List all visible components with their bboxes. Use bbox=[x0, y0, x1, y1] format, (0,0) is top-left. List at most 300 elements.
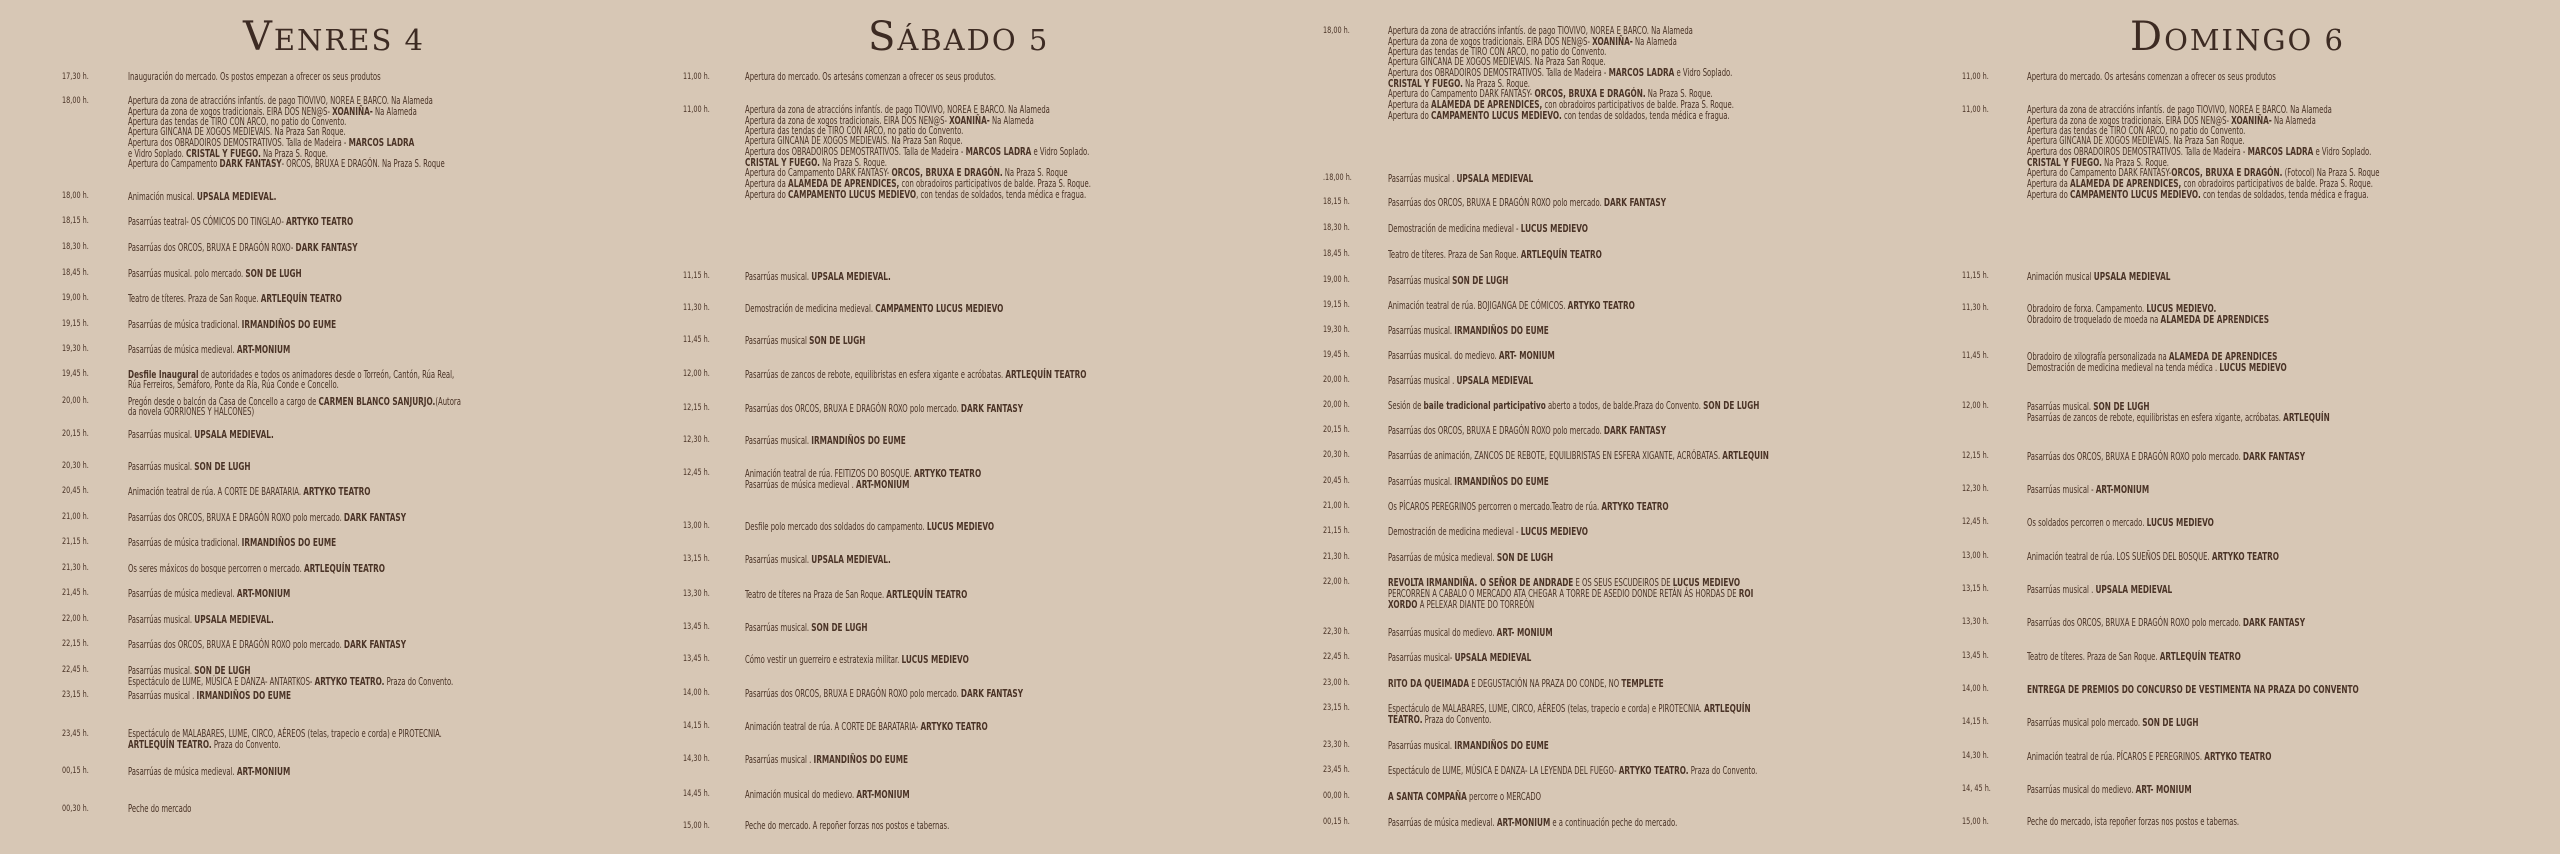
entry-description bbox=[128, 462, 251, 473]
entry-time: 18,30 h. bbox=[1323, 223, 1350, 233]
description-text: Espectáculo de MALABARES, LUME, CIRCO, AÉREOS (telas, trapecio e corda) e PIROTECNIA. bbox=[1388, 703, 1705, 715]
performer-name: UPSALA MEDIEVAL. bbox=[196, 190, 277, 203]
entry-time: 17,30 h. bbox=[62, 72, 89, 82]
entry-description bbox=[1388, 502, 1669, 513]
description-line bbox=[745, 790, 910, 801]
performer-name: LUCUS MEDIEVO bbox=[901, 653, 969, 666]
performer-name: ARTYKO TEATRO bbox=[303, 485, 371, 498]
entry-time: 12,00 h. bbox=[1962, 401, 1989, 411]
entry-description bbox=[2027, 685, 2359, 696]
entry-description bbox=[2027, 818, 2239, 828]
description-line bbox=[2027, 718, 2198, 729]
description-line bbox=[128, 805, 191, 815]
description-line bbox=[745, 190, 1091, 201]
entry-description bbox=[1388, 224, 1588, 235]
performer-name: ARTLEQUÍN TEATRO bbox=[1005, 368, 1087, 381]
description-line bbox=[2027, 272, 2170, 283]
description-line bbox=[745, 555, 891, 566]
description-text: Pasarrúas musical . bbox=[1388, 173, 1457, 185]
entry-time: 12,30 h. bbox=[683, 435, 710, 445]
entry-description bbox=[2027, 585, 2172, 596]
performer-name: UPSALA MEDIEVAL bbox=[1456, 374, 1534, 387]
entry-time: 00,30 h. bbox=[62, 804, 89, 814]
description-line bbox=[2027, 785, 2192, 796]
performer-name: CRISTAL Y FUEGO. bbox=[2027, 155, 2102, 169]
performer-name: ARTYKO TEATRO bbox=[2204, 750, 2272, 763]
description-line bbox=[745, 755, 908, 766]
performer-name: DARK FANTASY bbox=[960, 402, 1024, 415]
entry-description bbox=[745, 304, 1003, 315]
description-text: Animación teatral de rúa. LOS SUEÑOS DEL BOSQUE. bbox=[2027, 551, 2212, 563]
day-title-rest: OMINGO 6 bbox=[2164, 23, 2345, 57]
description-text: Na Alameda bbox=[372, 105, 417, 118]
entry-description bbox=[128, 487, 370, 498]
entry-description bbox=[1388, 741, 1549, 752]
entry-time: 13,00 h. bbox=[1962, 551, 1989, 561]
entry-description bbox=[2027, 304, 2269, 326]
description-text: Apertura da zona de xogos tradicionais. EIRA DOS NEN@S- bbox=[745, 114, 950, 127]
entry-description bbox=[128, 615, 274, 626]
entry-description bbox=[745, 755, 908, 766]
entry-description bbox=[1388, 426, 1666, 437]
entry-description bbox=[128, 564, 385, 575]
entry-description bbox=[745, 436, 906, 447]
description-text: Animación teatral de rúa. A CORTE DE BARATARIA- bbox=[745, 721, 921, 733]
performer-name: CAMPAMENTO LUCUS MEDIEVO. bbox=[2070, 188, 2201, 202]
description-line bbox=[128, 243, 358, 254]
performer-name: SON DE LUGH bbox=[2093, 400, 2150, 413]
description-text: Pasarrúas dos ORCOS, BRUXA E DRAGÓN ROXO polo mercado. bbox=[128, 639, 344, 651]
description-text: Pasarrúas musical. bbox=[1388, 476, 1455, 488]
entry-time: 18,30 h. bbox=[62, 242, 89, 252]
performer-name: XOANIÑA- bbox=[2231, 113, 2272, 127]
description-text: Apertura GINCANA DE XOGOS MEDIEVAIS. Na Praza San Roque. bbox=[2027, 134, 2245, 147]
performer-name: ORCOS, BRUXA E DRAGÓN. bbox=[891, 166, 1003, 180]
description-text: Espectáculo de LUME, MÚSICA E DANZA- ANTARTKOS- bbox=[128, 675, 315, 688]
performer-name: UPSALA MEDIEVAL. bbox=[811, 270, 891, 283]
performer-name: ALAMEDA DE APRENDICES, bbox=[788, 177, 900, 191]
description-text: Pasarrúas de música tradicional. bbox=[128, 319, 242, 331]
entry-time: 12,15 h. bbox=[683, 403, 710, 413]
description-text: Animación musical bbox=[2027, 271, 2094, 283]
entry-time: 11,00 h. bbox=[1962, 105, 1989, 115]
performer-name: ARTYKO TEATRO bbox=[913, 467, 982, 480]
description-line bbox=[745, 404, 1023, 415]
description-text: Apertura da bbox=[1388, 99, 1432, 112]
entry-time: 18,15 h. bbox=[62, 216, 89, 226]
performer-name: ARTLEQUÍN TEATRO bbox=[1520, 248, 1602, 261]
description-text: Apertura GINCANA DE XOGOS MEDIEVAIS. Na Praza San Roque. bbox=[745, 134, 963, 147]
entry-time: 18,00 h. bbox=[1323, 26, 1350, 36]
description-text: Cómo vestir un guerreiro e estratexia militar. bbox=[745, 654, 902, 666]
description-line bbox=[1388, 741, 1549, 752]
description-text: Pasarrúas musical . bbox=[1388, 375, 1457, 387]
description-text: Na Praza S. Roque. bbox=[260, 147, 328, 160]
entry-time: 20,00 h. bbox=[1323, 375, 1350, 385]
entry-description bbox=[128, 97, 445, 170]
description-text: Obradoiro de forxa. Campamento. bbox=[2027, 303, 2147, 315]
description-line bbox=[128, 462, 251, 473]
performer-name: IRMANDIÑOS DO EUME bbox=[196, 689, 292, 702]
performer-name: XORDO bbox=[1388, 597, 1418, 611]
entry-description bbox=[1388, 351, 1555, 362]
day-title-rest: ÁBADO 5 bbox=[897, 23, 1050, 57]
performer-name: LUCUS MEDIEVO bbox=[2219, 360, 2287, 374]
description-text: Praza do Convento. bbox=[211, 738, 281, 751]
entry-description bbox=[128, 691, 291, 702]
performer-name: ORCOS, BRUXA E DRAGÓN. bbox=[1534, 87, 1646, 101]
description-text: Apertura da zona de xogos tradicionais. EIRA DOS NEN@S- bbox=[2027, 114, 2232, 127]
performer-name: XOANIÑA- bbox=[332, 104, 373, 118]
entry-time: 23,45 h. bbox=[62, 729, 89, 739]
description-line bbox=[2027, 452, 2305, 463]
performer-name: DARK FANTASY bbox=[219, 157, 282, 171]
day-title-initial: S bbox=[868, 14, 898, 60]
performer-name: RITO DA QUEIMADA bbox=[1388, 677, 1470, 690]
entry-description bbox=[128, 640, 406, 651]
description-text: Animación teatral de rúa. PÍCAROS E PEREGRINOS. bbox=[2027, 751, 2205, 763]
description-text: Apertura dos OBRADOIROS DEMOSTRATIVOS. Talla de Madeira - bbox=[745, 145, 966, 158]
entry-description bbox=[1388, 818, 1677, 829]
performer-name: ARTYKO TEATRO bbox=[1601, 500, 1669, 513]
description-line bbox=[745, 436, 906, 447]
description-text: E DEGUSTACIÓN NA PRAZA DO CONDE, NO bbox=[1469, 678, 1622, 690]
description-text: , con tendas de soldados, tenda médica e fragua. bbox=[916, 189, 1087, 202]
entry-description bbox=[1388, 376, 1533, 387]
description-line bbox=[2027, 752, 2272, 763]
entry-time: 22,30 h. bbox=[1323, 627, 1350, 637]
entry-time: 20,00 h. bbox=[62, 396, 89, 406]
description-line bbox=[1388, 351, 1555, 362]
description-text: Pasarrúas musical. bbox=[745, 435, 812, 447]
description-line bbox=[1388, 276, 1508, 287]
description-line bbox=[1388, 111, 1734, 122]
performer-name: SON DE LUGH bbox=[811, 621, 868, 634]
entry-description bbox=[745, 272, 891, 283]
description-text: Espectáculo de LUME, MÚSICA E DANZA- LA LEYENDA DEL FUEGO- bbox=[1388, 765, 1619, 777]
description-line bbox=[128, 767, 290, 778]
description-text: Pasarrúas musical . bbox=[745, 754, 814, 766]
entry-time: 21,30 h. bbox=[1323, 552, 1350, 562]
description-text: Na Praza S. Roque. bbox=[2101, 156, 2169, 169]
description-text: Os soldados percorren o mercado. bbox=[2027, 517, 2147, 529]
entry-description bbox=[2027, 402, 2330, 424]
performer-name: ARTLEQUÍN TEATRO bbox=[303, 562, 386, 575]
description-text: Demostración de medicina medieval. bbox=[745, 303, 876, 315]
entry-description bbox=[745, 655, 969, 666]
description-text: Pasarrúas musical polo mercado. bbox=[2027, 717, 2143, 729]
description-line bbox=[2027, 552, 2279, 563]
entry-description bbox=[1388, 276, 1508, 287]
description-line bbox=[745, 522, 994, 533]
performer-name: REVOLTA IRMANDIÑA. O SEÑOR DE ANDRADE bbox=[1388, 576, 1574, 589]
description-line bbox=[2027, 818, 2239, 828]
entry-description bbox=[128, 589, 290, 600]
entry-time: 11,15 h. bbox=[1962, 271, 1989, 281]
entry-time: 20,30 h. bbox=[1323, 450, 1350, 460]
description-text: Pasarrúas musical- bbox=[1388, 652, 1455, 664]
description-text: Rúa Ferreiros, Semáforo, Ponte da Ría, Rúa Conde e Concello. bbox=[128, 378, 339, 391]
description-line bbox=[2027, 518, 2214, 529]
performer-name: ALAMEDA DE APRENDICES bbox=[2168, 350, 2278, 363]
entry-description bbox=[1388, 704, 1751, 726]
performer-name: ART-MONIUM bbox=[236, 587, 291, 600]
performer-name: ART-MONIUM bbox=[236, 765, 291, 778]
description-text: Apertura GINCANA DE XOGOS MEDIEVAIS. Na Praza San Roque. bbox=[1388, 55, 1606, 68]
entry-description bbox=[128, 269, 302, 280]
performer-name: MARCOS LADRA bbox=[2247, 144, 2314, 158]
description-text: percorre o MERCADO bbox=[1466, 791, 1542, 803]
performer-name: UPSALA MEDIEVAL. bbox=[194, 613, 274, 626]
entry-description bbox=[2027, 73, 2276, 83]
description-text: A PELEXAR DIANTE DO TORREÓN bbox=[1417, 598, 1535, 611]
entry-description bbox=[128, 320, 336, 331]
description-line bbox=[1388, 502, 1669, 513]
entry-description bbox=[1388, 628, 1553, 639]
entry-description bbox=[128, 73, 381, 83]
performer-name: LUCUS MEDIEVO bbox=[1520, 222, 1589, 235]
description-text: Pasarrúas dos ORCOS, BRUXA E DRAGÓN ROXO polo mercado. bbox=[128, 512, 344, 524]
performer-name: IRMANDIÑOS DO EUME bbox=[1454, 475, 1549, 488]
performer-name: DARK FANTASY bbox=[1603, 196, 1667, 209]
performer-name: MARCOS LADRA bbox=[965, 144, 1032, 158]
performer-name: LUCUS MEDIEVO bbox=[1672, 576, 1741, 589]
description-text: Obradoiro de xilografía personalizada na bbox=[2027, 351, 2169, 363]
entry-time: 11,15 h. bbox=[683, 271, 710, 281]
description-text: Apertura das tendas de TIRO CON ARCO, no patio do Convento. bbox=[745, 124, 964, 137]
description-line bbox=[745, 336, 865, 347]
entry-description bbox=[1388, 401, 1759, 412]
entry-time: 13,30 h. bbox=[1962, 617, 1989, 627]
description-text: Apertura das tendas de TIRO CON ARCO, no patio do Convento. bbox=[2027, 124, 2246, 137]
performer-name: SON DE LUGH bbox=[1496, 551, 1554, 564]
entry-description bbox=[2027, 552, 2279, 563]
entry-description bbox=[745, 822, 949, 832]
performer-name: DARK FANTASY bbox=[2242, 616, 2306, 629]
entry-description bbox=[128, 217, 353, 228]
performer-name: SON DE LUGH bbox=[194, 664, 251, 677]
description-text: Apertura do mercado. Os artesáns comenzan a ofrecer os seus produtos bbox=[2027, 71, 2276, 83]
entry-time: .18,00 h. bbox=[1323, 173, 1352, 183]
performer-name: UPSALA MEDIEVAL bbox=[1454, 651, 1532, 664]
description-line bbox=[128, 320, 336, 331]
day-title-venres-4 bbox=[243, 14, 425, 60]
description-line bbox=[128, 589, 290, 600]
performer-name: SON DE LUGH bbox=[2142, 716, 2199, 729]
performer-name: CAMPAMENTO LUCUS MEDIEVO. bbox=[1431, 109, 1562, 123]
entry-time: 13,30 h. bbox=[683, 589, 710, 599]
entry-time: 14,15 h. bbox=[683, 721, 710, 731]
day-title-initial: D bbox=[2130, 14, 2165, 60]
performer-name: ART- MONIUM bbox=[1496, 626, 1553, 639]
description-line bbox=[745, 370, 1086, 381]
entry-description bbox=[128, 397, 461, 418]
entry-description bbox=[128, 430, 274, 441]
description-text: Apertura das tendas de TIRO CON ARCO, no patio do Convento. bbox=[128, 115, 347, 128]
performer-name: Desfile Inaugural bbox=[128, 368, 199, 381]
description-line bbox=[1388, 818, 1677, 829]
entry-description bbox=[2027, 752, 2272, 763]
entry-description bbox=[1388, 679, 1664, 690]
description-text: con obradoiros participativos de balde. Praza S. Roque. bbox=[1542, 99, 1734, 112]
entry-time: 12,15 h. bbox=[1962, 451, 1989, 461]
description-line bbox=[128, 217, 353, 228]
performer-name: baile tradicional participativo bbox=[1423, 399, 1546, 412]
entry-time: 22,15 h. bbox=[62, 639, 89, 649]
description-text: Apertura GINCANA DE XOGOS MEDIEVAIS. Na Praza San Roque. bbox=[128, 125, 346, 138]
entry-time: 19,45 h. bbox=[1323, 350, 1350, 360]
description-line bbox=[128, 564, 385, 575]
entry-time: 14,00 h. bbox=[1962, 684, 1989, 694]
description-line bbox=[2027, 618, 2305, 629]
performer-name: UPSALA MEDIEVAL. bbox=[194, 428, 274, 441]
description-text: Teatro de títeres na Praza de San Roque. bbox=[745, 589, 887, 601]
description-text: Apertura do bbox=[745, 189, 789, 202]
performer-name: IRMANDIÑOS DO EUME bbox=[1454, 324, 1549, 337]
description-line bbox=[745, 304, 1003, 315]
description-text: Demostración de medicina medieval - bbox=[1388, 223, 1521, 235]
entry-description bbox=[1388, 792, 1541, 803]
entry-time: 12,00 h. bbox=[683, 369, 710, 379]
performer-name: ARTLEQUÍN TEATRO bbox=[886, 588, 968, 601]
performer-name: ARTLEQUIN bbox=[1722, 449, 1769, 462]
description-line bbox=[128, 294, 342, 305]
description-text: Pasarrúas dos ORCOS, BRUXA E DRAGÓN ROXO polo mercado. bbox=[2027, 617, 2243, 629]
entry-time: 18,15 h. bbox=[1323, 197, 1350, 207]
entry-time: 21,00 h. bbox=[62, 512, 89, 522]
performer-name: A SANTA COMPAÑA bbox=[1388, 790, 1467, 803]
entry-description bbox=[1388, 326, 1549, 337]
description-text: Pasarrúas dos ORCOS, BRUXA E DRAGÓN ROXO polo mercado. bbox=[2027, 451, 2243, 463]
entry-time: 13,00 h. bbox=[683, 521, 710, 531]
performer-name: UPSALA MEDIEVAL bbox=[2095, 583, 2173, 596]
performer-name: LUCUS MEDIEVO. bbox=[2146, 302, 2217, 315]
description-text: Espectáculo de MALABARES, LUME, CIRCO, AÉREOS (telas, trapecio e corda) e PIROTECNIA. bbox=[128, 728, 442, 740]
entry-time: 15,00 h. bbox=[1962, 817, 1989, 827]
entry-time: 18,45 h. bbox=[62, 268, 89, 278]
performer-name: IRMANDIÑOS DO EUME bbox=[241, 318, 337, 331]
entry-description bbox=[2027, 106, 2380, 201]
description-line bbox=[745, 655, 969, 666]
description-text: e a continuación peche do mercado. bbox=[1550, 817, 1678, 829]
performer-name: SON DE LUGH bbox=[809, 334, 866, 347]
entry-description bbox=[1388, 451, 1769, 462]
description-text: Pasarrúas de música medieval. bbox=[128, 766, 237, 778]
description-text: E OS SEUS ESCUDEIROS DE bbox=[1573, 577, 1673, 589]
entry-time: 20,45 h. bbox=[62, 486, 89, 496]
performer-name: UPSALA MEDIEVAL bbox=[1456, 172, 1534, 185]
description-line bbox=[1388, 766, 1757, 777]
performer-name: ART- MONIUM bbox=[2135, 783, 2192, 796]
performer-name: IRMANDIÑOS DO EUME bbox=[811, 434, 906, 447]
description-text: Na Alameda bbox=[2271, 114, 2316, 127]
description-text: Pasarrúas dos ORCOS, BRUXA E DRAGÓN ROXO- bbox=[128, 242, 296, 254]
description-text: e Vidro Soplado. bbox=[1031, 145, 1090, 158]
entry-description bbox=[745, 522, 994, 533]
description-text: Demostración de medicina medieval na tenda médica . bbox=[2027, 361, 2220, 374]
performer-name: ALAMEDA DE APRENDICES, bbox=[1431, 98, 1543, 112]
description-text: Pasarrúas de animación, ZANCOS DE REBOTE, EQUILIBRISTAS EN ESFERA XIGANTE, ACRÓBATAS. bbox=[1388, 450, 1723, 462]
description-line bbox=[1388, 477, 1549, 488]
entry-description bbox=[745, 370, 1086, 381]
performer-name: ROI bbox=[1738, 586, 1754, 600]
description-text: Na Praza S. Roque bbox=[1002, 167, 1068, 180]
description-line bbox=[128, 615, 274, 626]
performer-name: ART-MONIUM bbox=[2095, 483, 2150, 496]
entry-description bbox=[1388, 27, 1734, 122]
performer-name: ARTYKO TEATRO. bbox=[1618, 764, 1689, 777]
entry-description bbox=[128, 294, 342, 305]
entry-time: 22,00 h. bbox=[1323, 577, 1350, 587]
entry-description bbox=[2027, 352, 2287, 374]
performer-name: ARTLEQUÍN TEATRO. bbox=[128, 737, 212, 751]
entry-description bbox=[2027, 618, 2305, 629]
description-text: Animación musical. bbox=[128, 191, 197, 203]
entry-time: 19,30 h. bbox=[62, 344, 89, 354]
entry-description bbox=[2027, 718, 2198, 729]
description-line bbox=[128, 640, 406, 651]
performer-name: IRMANDIÑOS DO EUME bbox=[813, 753, 909, 766]
entry-time: 14,45 h. bbox=[683, 789, 710, 799]
description-text: Pasarrúas musical . bbox=[128, 690, 197, 702]
description-text: Pasarrúas de música medieval. bbox=[128, 344, 237, 356]
description-line bbox=[1388, 628, 1553, 639]
description-text: Apertura da zona de atraccións infantís. de pago TIOVIVO, NOREA E BARCO. Na Alameda bbox=[2027, 104, 2332, 116]
performer-name: CRISTAL Y FUEGO. bbox=[1388, 76, 1463, 90]
performer-name: ARTYKO TEATRO bbox=[2211, 550, 2280, 563]
description-text: Apertura do mercado. Os artesáns comenzan a ofrecer os seus produtos. bbox=[745, 71, 996, 83]
performer-name: ARTYKO TEATRO bbox=[920, 720, 988, 733]
entry-description bbox=[2027, 485, 2149, 496]
description-line bbox=[128, 691, 291, 702]
entry-description bbox=[745, 790, 910, 801]
performer-name: ART- MONIUM bbox=[1498, 349, 1555, 362]
entry-description bbox=[2027, 272, 2170, 283]
entry-time: 19,00 h. bbox=[62, 293, 89, 303]
description-line bbox=[128, 737, 442, 751]
performer-name: MARCOS LADRA bbox=[1608, 65, 1675, 79]
description-text: Pasarrúas musical. bbox=[745, 554, 812, 566]
entry-time: 21,15 h. bbox=[62, 537, 89, 547]
entry-time: 14,15 h. bbox=[1962, 717, 1989, 727]
description-text: Pasarrúas musical. bbox=[745, 271, 812, 283]
entry-time: 20,15 h. bbox=[62, 429, 89, 439]
entry-time: 12,45 h. bbox=[1962, 517, 1989, 527]
description-text: Pasarrúas musical. bbox=[128, 429, 195, 441]
description-text: Apertura dos OBRADOIROS DEMOSTRATIVOS. Talla de Madeira - bbox=[2027, 145, 2248, 158]
description-text: Peche do mercado, ista repoñer forzas nos postos e tabernas. bbox=[2027, 816, 2240, 828]
description-line bbox=[128, 378, 454, 391]
description-text: Pasarrúas musical bbox=[1388, 275, 1453, 287]
description-text: Pasarrúas de música medieval . bbox=[745, 478, 857, 491]
description-text: Praza do Convento. bbox=[1688, 765, 1758, 777]
entry-description bbox=[745, 623, 868, 634]
entry-description bbox=[1388, 198, 1666, 209]
description-text: Apertura do Campamento bbox=[128, 158, 220, 171]
performer-name: ARTLEQUÍN TEATRO bbox=[2159, 650, 2241, 663]
entry-time: 13,45 h. bbox=[683, 622, 710, 632]
description-text: Apertura da zona de xogos tradicionais. EIRA DOS NEN@S- bbox=[128, 105, 333, 118]
performer-name: SON DE LUGH bbox=[245, 267, 302, 280]
day-title-sabado-5 bbox=[868, 14, 1049, 60]
performer-name: ORCOS, BRUXA E DRAGÓN. bbox=[2171, 166, 2283, 180]
description-text: Pasarrúas musical do medievo. bbox=[1388, 627, 1497, 639]
entry-time: 21,15 h. bbox=[1323, 526, 1350, 536]
description-line bbox=[2027, 190, 2380, 201]
entry-time: 18,45 h. bbox=[1323, 249, 1350, 259]
entry-description bbox=[1388, 301, 1635, 312]
description-text: Teatro de títeres. Praza de San Roque. bbox=[1388, 249, 1521, 261]
